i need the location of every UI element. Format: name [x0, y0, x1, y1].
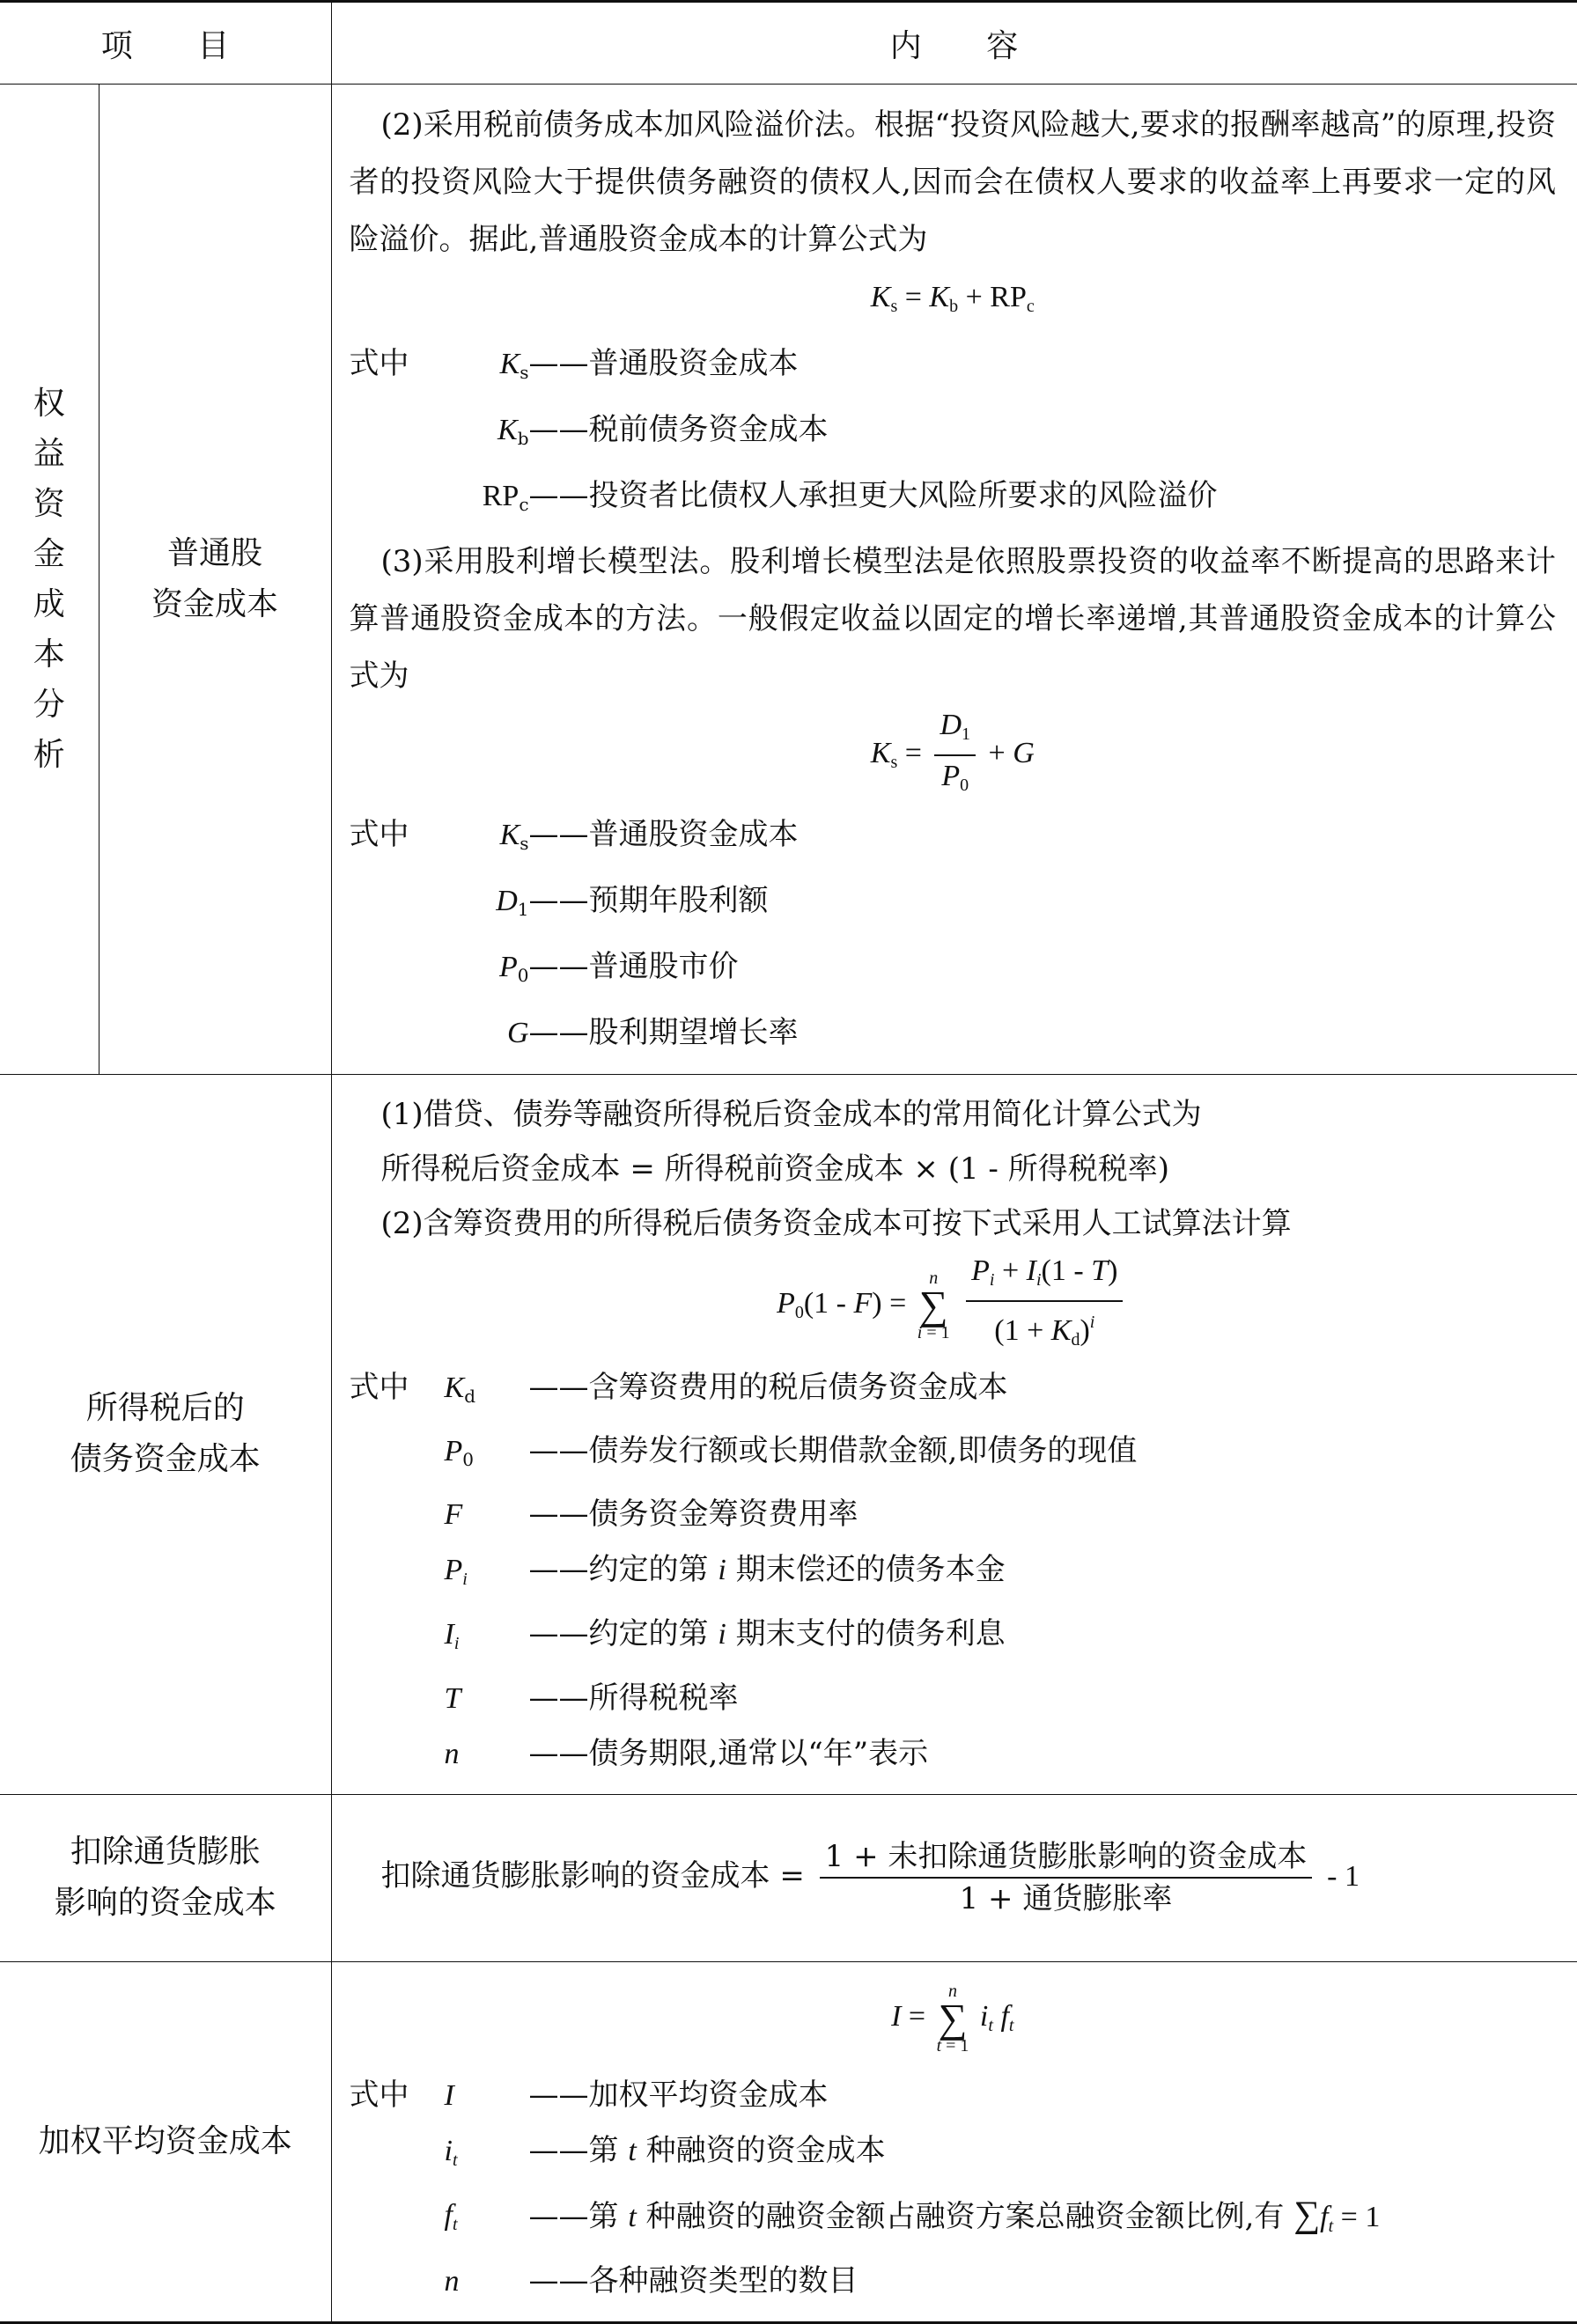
formula-weighted-average: I = n ∑ t = 1 $i_t$ $f_t$ — [891, 1982, 1014, 2056]
table-row-after-tax-debt — [0, 1074, 1577, 1794]
group-label-vertical — [23, 379, 76, 780]
definition-symbol: $P_0$ — [499, 950, 529, 986]
table-row-inflation — [0, 1794, 1577, 1961]
definition-item — [350, 401, 1557, 467]
formula-risk-premium: $K_s = K_b + RP_c$ — [870, 281, 1035, 316]
definition-item — [350, 1542, 1557, 1607]
definition-item — [350, 1423, 1557, 1487]
definition-item — [350, 1607, 1557, 1671]
definition-text: ——加权平均资金成本 — [528, 2077, 829, 2113]
definition-item — [350, 1487, 1557, 1542]
definition-text: ——约定的第 i 期末偿还的债务本金 — [528, 1551, 1006, 1587]
header-content: 内 容 — [331, 2, 1577, 85]
definition-item — [350, 1726, 1557, 1782]
definition-item: 式中 I ——加权平均资金成本 — [350, 2068, 1557, 2123]
row-label-after-tax-debt: 所得税后的 债务资金成本 — [0, 1074, 331, 1794]
paragraph-dividend-growth: (3)采用股利增长模型法。股利增长模型法是依照股票投资的收益率不断提高的思路来计算普通股资金成本的方法。一般假定收益以固定的增长率递增,其普通股资金成本的计算公式为 — [349, 544, 1557, 694]
definition-symbol: I — [444, 2078, 454, 2112]
definition-symbol: $i_t$ — [444, 2134, 458, 2170]
group-label-char: 分 — [33, 686, 65, 723]
formula-dividend-growth: $K_s$ = $\frac{D_1}{P_0}$ + G — [350, 705, 1557, 806]
definition-text: ——所得税税率 — [528, 1680, 739, 1716]
definition-symbol: $K_s$ — [499, 348, 529, 383]
row-content-inflation — [331, 1794, 1577, 1961]
header-item: 项 目 — [0, 2, 331, 85]
definition-symbol: n — [444, 2264, 460, 2298]
group-label-char: 权 — [33, 385, 65, 422]
definition-item — [350, 938, 1557, 1004]
group-label-char: 本 — [33, 636, 65, 673]
definitions-risk-premium — [350, 335, 1557, 533]
group-label-char: 资 — [33, 485, 65, 522]
row-label-inflation: 扣除通货膨胀 影响的资金成本 — [0, 1794, 331, 1961]
definitions-trial-method — [350, 1360, 1557, 1782]
definition-text: ——债务期限,通常以“年”表示 — [528, 1735, 929, 1771]
definition-item — [350, 2188, 1557, 2254]
definition-text: ——债券发行额或长期借款金额,即债务的现值 — [528, 1432, 1138, 1468]
table-row-equity — [0, 85, 1577, 1075]
formula-inflation-adjusted: 扣除通货膨胀影响的资金成本 = $\frac{\text{1 + 未扣除通货膨胀影响的资金成本}}{\text{1 + 通货膨胀率}}$ - 1 — [381, 1836, 1557, 1919]
definition-text: ——含筹资费用的税后债务资金成本 — [528, 1369, 1008, 1405]
group-label-char: 金 — [33, 535, 65, 572]
group-label-char: 析 — [33, 736, 65, 773]
definition-text: ——约定的第 i 期末支付的债务利息 — [528, 1615, 1006, 1651]
definition-symbol: $I_i$ — [444, 1617, 460, 1653]
definition-text: ——股利期望增长率 — [528, 1014, 799, 1050]
definition-symbol: $D_1$ — [496, 884, 529, 920]
definition-text: ——债务资金筹资费用率 — [528, 1496, 859, 1532]
header-row — [0, 2, 1577, 85]
table-row-weighted-average — [0, 1961, 1577, 2322]
definition-text: ——普通股资金成本 — [528, 346, 799, 381]
definition-text: ——普通股市价 — [528, 948, 739, 984]
row-content-after-tax-debt — [331, 1074, 1577, 1794]
definition-item — [350, 2254, 1557, 2309]
row-content-weighted-average — [331, 1961, 1577, 2322]
definition-item — [350, 872, 1557, 938]
definition-symbol: $RP_c$ — [482, 480, 529, 515]
text-simplified-formula: 所得税后资金成本 = 所得税前资金成本 × (1 - 所得税税率) — [380, 1151, 1169, 1187]
formula-trial-method: $P_0(1 - F)$ = n ∑ i = 1 $\frac{P_i + I_i(1 - T)}{(1 + K_d)^i}$ — [350, 1251, 1557, 1360]
definition-symbol: G — [506, 1016, 529, 1049]
definition-text: ——第 t 种融资的融资金额占融资方案总融资金额比例,有 $\sum f_t = 1$ — [528, 2194, 1381, 2236]
definition-symbol: $K_s$ — [499, 818, 529, 854]
definition-symbol: $f_t$ — [444, 2198, 458, 2234]
definition-text: ——预期年股利额 — [528, 882, 769, 918]
definition-text: ——各种融资类型的数目 — [528, 2262, 859, 2298]
text-simplified-formula-intro: (1)借贷、债券等融资所得税后资金成本的常用简化计算公式为 — [380, 1096, 1202, 1132]
definition-text: ——税前债务资金成本 — [528, 412, 829, 447]
paragraph-risk-premium: (2)采用税前债务成本加风险溢价法。根据“投资风险越大,要求的报酬率越高”的原理,投资者的投资风险大于提供债务融资的债权人,因而会在债权人要求的收益率上再要求一定的风险溢价。据此,普通股资金成本的计算公式为 — [349, 107, 1557, 257]
group-label-char: 成 — [33, 585, 65, 622]
definition-symbol: $K_b$ — [497, 414, 529, 449]
definitions-weighted-average — [350, 2068, 1557, 2309]
definition-item: 式中 $K_s$ ——普通股资金成本 — [350, 806, 1557, 872]
definition-text: ——投资者比债权人承担更大风险所要求的风险溢价 — [528, 478, 1218, 513]
definition-symbol: n — [444, 1737, 460, 1770]
definition-item — [350, 1671, 1557, 1726]
row-label-common-stock: 普通股 资金成本 — [99, 85, 331, 1075]
definition-symbol: $P_i$ — [444, 1553, 468, 1589]
definition-text: ——第 t 种融资的资金成本 — [528, 2132, 886, 2168]
definition-symbol: F — [444, 1497, 463, 1531]
row-label-weighted-average: 加权平均资金成本 — [0, 1961, 331, 2322]
definition-text: ——普通股资金成本 — [528, 816, 799, 852]
definition-item: 式中 $K_s$ ——普通股资金成本 — [350, 335, 1557, 401]
definition-item — [350, 1004, 1557, 1062]
definition-item: 式中 $K_d$ ——含筹资费用的税后债务资金成本 — [350, 1360, 1557, 1423]
definition-symbol: $K_d$ — [444, 1371, 476, 1407]
definition-item — [350, 467, 1557, 533]
definition-symbol: T — [444, 1681, 461, 1715]
group-label-cell — [0, 85, 99, 1075]
definition-symbol: $P_0$ — [444, 1434, 475, 1470]
definition-item — [350, 2123, 1557, 2188]
group-label-char: 益 — [33, 435, 65, 472]
text-trial-method-intro: (2)含筹资费用的所得税后债务资金成本可按下式采用人工试算法计算 — [380, 1205, 1292, 1241]
row-content-common-stock — [331, 85, 1577, 1075]
definitions-dividend-growth — [350, 806, 1557, 1062]
